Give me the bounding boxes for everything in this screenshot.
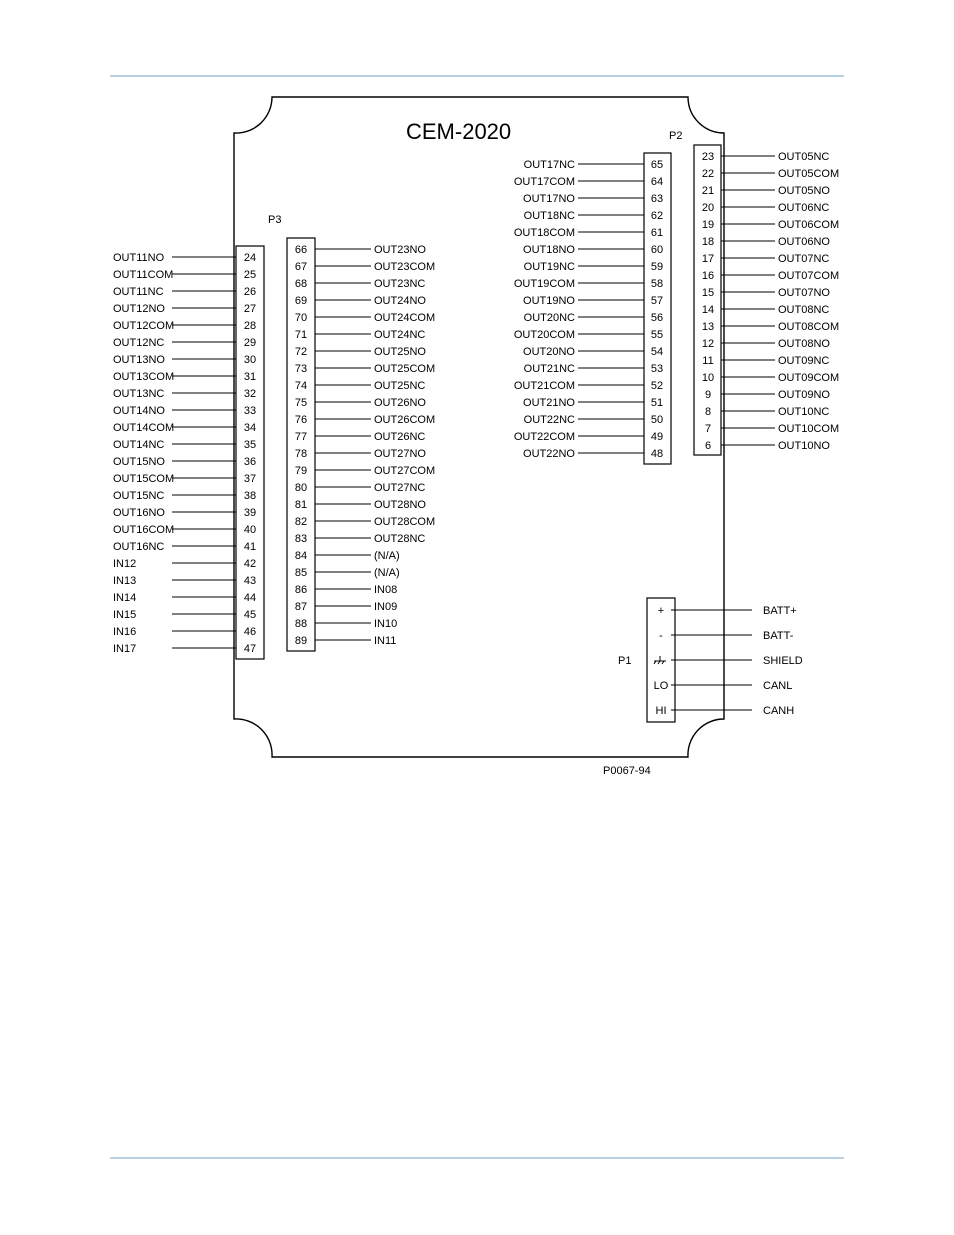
pin-number: 15: [701, 287, 715, 299]
pin-number: 82: [294, 516, 308, 528]
signal-label: OUT23NO: [374, 244, 426, 256]
signal-label: OUT19NO: [523, 295, 575, 307]
signal-label: OUT16NC: [113, 541, 165, 553]
pin-number: 26: [243, 286, 257, 298]
signal-label: OUT11NC: [113, 286, 164, 298]
terminal-row: [654, 655, 803, 667]
signal-label: OUT12NO: [113, 303, 165, 315]
signal-label: OUT05NO: [778, 185, 830, 197]
p2-label: P2: [669, 130, 683, 142]
signal-label: OUT24COM: [374, 312, 436, 324]
signal-label: OUT08NC: [778, 304, 830, 316]
p3-right-terminals: [295, 244, 435, 647]
pin-number: -: [659, 630, 663, 642]
pin-number: 75: [294, 397, 308, 409]
pin-number: 39: [243, 507, 257, 519]
pin-number: 70: [294, 312, 308, 324]
signal-label: OUT10COM: [778, 423, 840, 435]
device-title: CEM-2020: [406, 119, 512, 144]
pin-number: 34: [243, 422, 257, 434]
pin-number: 14: [701, 304, 715, 316]
pin-number: 6: [704, 440, 712, 452]
signal-label: IN15: [113, 609, 137, 621]
terminal-row: [523, 244, 663, 256]
pin-number: HI: [655, 705, 667, 717]
terminal-row: [702, 321, 839, 333]
signal-label: OUT17NC: [523, 159, 575, 171]
pin-number: 60: [650, 244, 664, 256]
terminal-row: [295, 516, 435, 528]
signal-label: IN17: [113, 643, 137, 655]
pin-number: 32: [243, 388, 257, 400]
pin-number: 30: [243, 354, 257, 366]
pin-number: 89: [294, 635, 308, 647]
pin-number: 72: [294, 346, 308, 358]
pin-number: 69: [294, 295, 308, 307]
pin-number: 86: [294, 584, 308, 596]
signal-label: OUT20NC: [523, 312, 575, 324]
pin-number: 41: [243, 541, 257, 553]
signal-label: OUT16COM: [113, 524, 175, 536]
pin-number: 47: [243, 643, 257, 655]
pin-number: 9: [704, 389, 712, 401]
terminal-row: [524, 312, 663, 324]
pin-number: 25: [243, 269, 257, 281]
signal-label: OUT21COM: [513, 380, 575, 392]
pin-number: 53: [650, 363, 664, 375]
signal-label: OUT26NO: [374, 397, 426, 409]
pin-number: 61: [650, 227, 664, 239]
pin-number: 77: [294, 431, 308, 443]
signal-label: OUT14COM: [113, 422, 175, 434]
signal-label: OUT07NO: [778, 287, 830, 299]
p1-label: P1: [618, 655, 632, 667]
terminal-row: [514, 380, 663, 392]
signal-label: OUT19COM: [513, 278, 575, 290]
signal-label: IN09: [374, 601, 398, 613]
signal-label: IN11: [374, 635, 397, 647]
signal-label: OUT21NC: [523, 363, 575, 375]
terminal-row: [524, 261, 663, 273]
signal-label: OUT27NC: [374, 482, 426, 494]
pin-number: 74: [294, 380, 308, 392]
terminal-row: [514, 176, 663, 188]
pin-number: 51: [650, 397, 664, 409]
pin-number: 40: [243, 524, 257, 536]
pin-number: 62: [650, 210, 664, 222]
pin-number: 28: [243, 320, 257, 332]
pin-number: 66: [294, 244, 308, 256]
terminal-row: [524, 414, 663, 426]
pin-number: 81: [294, 499, 308, 511]
pin-number: 59: [650, 261, 664, 273]
pin-number: 78: [294, 448, 308, 460]
terminal-row: [656, 705, 795, 717]
terminal-row: [523, 448, 663, 460]
terminal-row: [295, 261, 435, 273]
signal-label: OUT22NC: [523, 414, 575, 426]
terminal-row: [702, 372, 839, 384]
signal-label: IN14: [113, 592, 137, 604]
pin-number: 23: [701, 151, 715, 163]
signal-label: OUT23NC: [374, 278, 426, 290]
pin-number: 31: [243, 371, 257, 383]
signal-label: OUT09NC: [778, 355, 830, 367]
terminal-row: [514, 278, 663, 290]
signal-label: OUT25NO: [374, 346, 426, 358]
signal-label: OUT16NO: [113, 507, 165, 519]
signal-label: OUT09COM: [778, 372, 840, 384]
signal-label: OUT18COM: [513, 227, 575, 239]
pin-number: 83: [294, 533, 308, 545]
terminal-row: [295, 465, 435, 477]
pin-number: 27: [243, 303, 257, 315]
terminal-row: [705, 423, 839, 435]
signal-label: IN12: [113, 558, 137, 570]
pin-number: 11: [702, 355, 714, 367]
signal-label: OUT24NO: [374, 295, 426, 307]
pin-number: 7: [704, 423, 712, 435]
signal-label: OUT18NO: [523, 244, 575, 256]
pin-number: 36: [243, 456, 257, 468]
signal-label: IN16: [113, 626, 137, 638]
pin-number: 21: [701, 185, 715, 197]
pin-number: 22: [701, 168, 715, 180]
terminal-row: [514, 431, 663, 443]
signal-label: SHIELD: [763, 655, 803, 667]
pin-number: 24: [243, 252, 257, 264]
terminal-row: [295, 312, 435, 324]
signal-label: OUT28NO: [374, 499, 426, 511]
pin-number: 33: [243, 405, 257, 417]
terminal-row: [659, 630, 794, 642]
pin-number: 68: [294, 278, 308, 290]
pin-number: 80: [294, 482, 308, 494]
pin-number: 73: [294, 363, 308, 375]
terminal-row: [523, 193, 663, 205]
terminal-row: [658, 605, 797, 617]
signal-label: OUT17COM: [513, 176, 575, 188]
signal-label: OUT08COM: [778, 321, 840, 333]
pin-number: 43: [243, 575, 257, 587]
signal-label: IN13: [113, 575, 137, 587]
signal-label: BATT+: [763, 605, 797, 617]
pin-number: 84: [294, 550, 308, 562]
terminal-row: [524, 363, 663, 375]
signal-label: OUT13COM: [113, 371, 175, 383]
signal-label: CANH: [763, 705, 795, 717]
signal-label: OUT19NC: [523, 261, 575, 273]
pin-number: 63: [650, 193, 664, 205]
signal-label: OUT13NO: [113, 354, 165, 366]
p3-label: P3: [268, 214, 282, 226]
terminal-row: [514, 329, 663, 341]
pin-number: 65: [650, 159, 664, 171]
signal-label: OUT27NO: [374, 448, 426, 460]
pin-number: 67: [294, 261, 308, 273]
pin-number: 8: [704, 406, 712, 418]
signal-label: OUT28COM: [374, 516, 436, 528]
signal-label: OUT22COM: [513, 431, 575, 443]
signal-label: OUT15NC: [113, 490, 165, 502]
signal-label: OUT11COM: [113, 269, 174, 281]
signal-label: IN08: [374, 584, 398, 596]
signal-label: OUT23COM: [374, 261, 436, 273]
signal-label: OUT21NO: [523, 397, 575, 409]
terminal-row: [524, 210, 663, 222]
signal-label: OUT07COM: [778, 270, 840, 282]
signal-label: OUT15NO: [113, 456, 165, 468]
signal-label: OUT06NC: [778, 202, 830, 214]
signal-label: OUT10NO: [778, 440, 830, 452]
terminal-row: [524, 159, 663, 171]
pin-number: 17: [701, 253, 715, 265]
pin-number: 44: [243, 592, 257, 604]
terminal-row: [295, 414, 435, 426]
pin-number: 35: [243, 439, 257, 451]
signal-label: OUT12NC: [113, 337, 165, 349]
pin-number: 54: [650, 346, 664, 358]
signal-label: OUT27COM: [374, 465, 436, 477]
pin-number: 49: [650, 431, 664, 443]
terminal-row: [295, 363, 435, 375]
signal-label: IN10: [374, 618, 398, 630]
signal-label: OUT12COM: [113, 320, 175, 332]
signal-label: OUT26COM: [374, 414, 436, 426]
signal-label: OUT25NC: [374, 380, 426, 392]
terminal-row: [702, 168, 839, 180]
signal-label: OUT25COM: [374, 363, 436, 375]
pin-number: 45: [243, 609, 257, 621]
signal-label: OUT08NO: [778, 338, 830, 350]
pin-number: 52: [650, 380, 664, 392]
pin-number: 18: [701, 236, 715, 248]
pin-number: 64: [650, 176, 664, 188]
pin-number: 85: [294, 567, 308, 579]
pin-number: 88: [294, 618, 308, 630]
signal-label: BATT-: [763, 630, 794, 642]
signal-label: (N/A): [374, 550, 400, 562]
p2-left-terminals: [514, 159, 663, 460]
terminal-row: [523, 346, 663, 358]
signal-label: OUT05COM: [778, 168, 840, 180]
pin-number: 71: [294, 329, 308, 341]
signal-label: OUT17NO: [523, 193, 575, 205]
signal-label: OUT13NC: [113, 388, 165, 400]
pin-number: 57: [650, 295, 664, 307]
p2-right-terminals: [702, 151, 839, 452]
signal-label: OUT06COM: [778, 219, 840, 231]
signal-label: OUT15COM: [113, 473, 175, 485]
pin-number: +: [657, 605, 665, 617]
pin-number: 13: [701, 321, 715, 333]
signal-label: OUT09NO: [778, 389, 830, 401]
p1-terminals: [654, 605, 803, 717]
pin-number: 19: [701, 219, 715, 231]
pin-number: 42: [243, 558, 257, 570]
signal-label: OUT14NO: [113, 405, 165, 417]
signal-label: OUT24NC: [374, 329, 426, 341]
pin-number: 16: [701, 270, 715, 282]
pin-number: 29: [243, 337, 257, 349]
pin-number: 55: [650, 329, 664, 341]
terminal-row: [514, 227, 663, 239]
terminal-row: [702, 219, 839, 231]
signal-label: (N/A): [374, 567, 400, 579]
signal-label: OUT05NC: [778, 151, 830, 163]
terminal-row: [523, 397, 663, 409]
signal-label: OUT20COM: [513, 329, 575, 341]
terminal-row: [523, 295, 663, 307]
signal-label: OUT22NO: [523, 448, 575, 460]
signal-label: OUT07NC: [778, 253, 830, 265]
pin-number: 79: [294, 465, 308, 477]
signal-label: OUT18NC: [523, 210, 575, 222]
pin-number: LO: [653, 680, 669, 692]
pin-number: 48: [650, 448, 664, 460]
figure-id: P0067-94: [603, 765, 651, 777]
pin-number: 87: [294, 601, 308, 613]
signal-label: OUT20NO: [523, 346, 575, 358]
signal-label: OUT14NC: [113, 439, 165, 451]
pin-number: 20: [701, 202, 715, 214]
signal-label: OUT10NC: [778, 406, 830, 418]
signal-label: OUT26NC: [374, 431, 426, 443]
pin-number: 76: [294, 414, 308, 426]
pin-number: 58: [650, 278, 664, 290]
pin-number: 10: [701, 372, 715, 384]
signal-label: OUT06NO: [778, 236, 830, 248]
pin-number: 46: [243, 626, 257, 638]
signal-label: OUT11NO: [113, 252, 165, 264]
pin-number: 50: [650, 414, 664, 426]
signal-label: CANL: [763, 680, 793, 692]
pin-number: 38: [243, 490, 257, 502]
pin-number: 12: [701, 338, 715, 350]
pin-number: 37: [243, 473, 257, 485]
pin-number: 56: [650, 312, 664, 324]
terminal-row: [702, 270, 839, 282]
signal-label: OUT28NC: [374, 533, 426, 545]
